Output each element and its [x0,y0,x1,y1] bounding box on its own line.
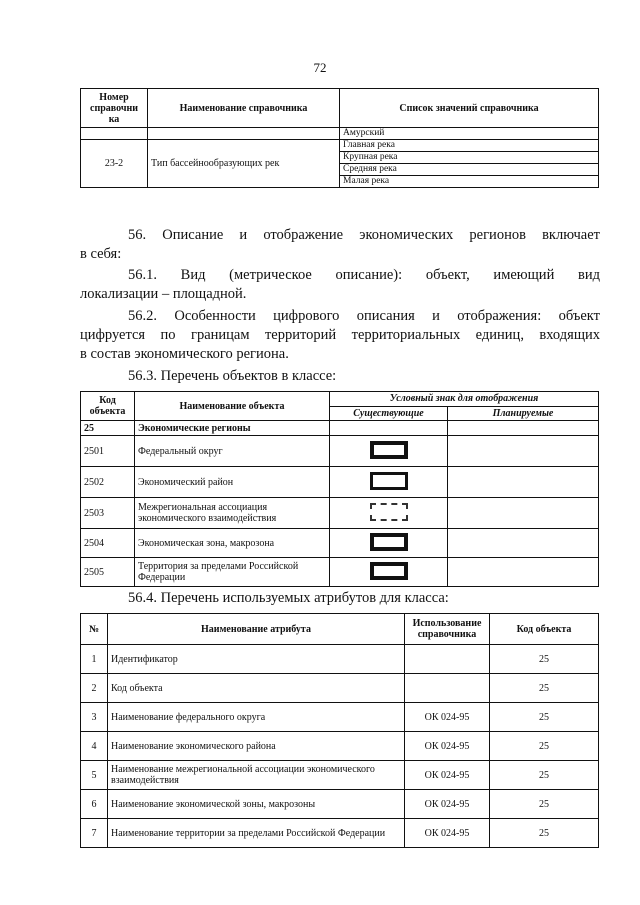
table-row [81,498,599,529]
table-row: 1 Идентификатор 25 [81,645,599,674]
object-code: 2503 [81,498,135,529]
table-row [81,529,599,558]
table-row: 4 Наименование экономического района ОК 024-95 25 [81,732,599,761]
economic-zone-symbol [370,533,408,551]
ref-number: 23-2 [81,140,148,188]
object-name: Межрегиональная ассоциация экономического взаимодействия [135,498,330,529]
group-name: Экономические регионы [135,421,330,436]
header-planned: Планируемые [448,406,599,421]
ref-value: Средняя река [340,164,599,176]
object-code: 2505 [81,558,135,587]
section-56-1-paragraph [80,266,600,304]
object-code: 2501 [81,436,135,467]
attributes-table [80,613,599,848]
page-number: 72 [313,60,327,75]
attribute-name: Код объекта [108,674,405,703]
ref-name: Тип бассейнообразующих рек [148,140,340,188]
table-row: 5 Наименование межрегиональной ассоциации экономического взаимодействия ОК 024-95 25 [81,761,599,790]
ref-value: Малая река [340,176,599,188]
header-ref-usage: Использование справочника [405,614,490,645]
table-header-row [81,392,599,407]
header-symbol: Условный знак для отображения [330,392,599,407]
attribute-name: Наименование территории за пределами Российской Федерации [108,819,405,848]
attribute-name: Наименование экономической зоны, макрозоны [108,790,405,819]
table-row [81,421,599,436]
object-code: 2504 [81,529,135,558]
reference-table [80,88,599,188]
header-object-code: Код объекта [490,614,599,645]
header-ref-values: Список значений справочника [340,89,599,128]
header-existing: Существующие [330,406,448,421]
ref-value: Амурский [340,128,599,140]
paragraph-line: в себя: [80,246,122,262]
section-56-3-heading: 56.3. Перечень объектов в классе: [128,368,337,384]
section-56-paragraph [80,226,600,264]
paragraph-line: 56.1. Вид (метрическое описание): объект, имеющий вид [128,267,600,283]
header-ref-number: Номер справочни ка [81,89,148,128]
object-code: 2502 [81,467,135,498]
ref-value: Крупная река [340,152,599,164]
table-row: 2 Код объекта 25 [81,674,599,703]
attribute-name: Наименование экономического района [108,732,405,761]
attribute-name: Идентификатор [108,645,405,674]
object-name: Территория за пределами Российской Федерации [135,558,330,587]
table-row [81,467,599,498]
object-name: Экономический район [135,467,330,498]
header-attribute-name: Наименование атрибута [108,614,405,645]
object-name: Федеральный округ [135,436,330,467]
attribute-name: Наименование межрегиональной ассоциации экономического взаимодействия [108,761,405,790]
foreign-territory-symbol [370,562,408,580]
table-row [81,436,599,467]
header-number: № [81,614,108,645]
table-row: 3 Наименование федерального округа ОК 024-95 25 [81,703,599,732]
object-name: Экономическая зона, макрозона [135,529,330,558]
table-row: 6 Наименование экономической зоны, макрозоны ОК 024-95 25 [81,790,599,819]
header-ref-name: Наименование справочника [148,89,340,128]
paragraph-line: 56.2. Особенности цифрового описания и отображения: объект [128,308,600,324]
table-row: 7 Наименование территории за пределами Российской Федерации ОК 024-95 25 [81,819,599,848]
table-row [81,128,599,140]
table-row [81,558,599,587]
header-object-code: Код объекта [81,392,135,421]
table-header-row [81,614,599,645]
association-symbol [370,503,408,521]
paragraph-line: цифруется по границам территорий территориальных единиц, входящих [80,327,600,343]
group-code: 25 [81,421,135,436]
table-header-row [81,89,599,128]
paragraph-line: локализации – площадной. [80,286,247,302]
ref-value: Главная река [340,140,599,152]
section-56-2-paragraph [80,307,600,364]
paragraph-line: 56. Описание и отображение экономических регионов включает [128,227,600,243]
header-object-name: Наименование объекта [135,392,330,421]
objects-table [80,391,599,587]
section-56-4-heading: 56.4. Перечень используемых атрибутов для класса: [128,590,449,606]
paragraph-line: в состав экономического региона. [80,346,289,362]
attribute-name: Наименование федерального округа [108,703,405,732]
federal-district-symbol [370,441,408,459]
economic-district-symbol [370,472,408,490]
table-row [81,140,599,152]
